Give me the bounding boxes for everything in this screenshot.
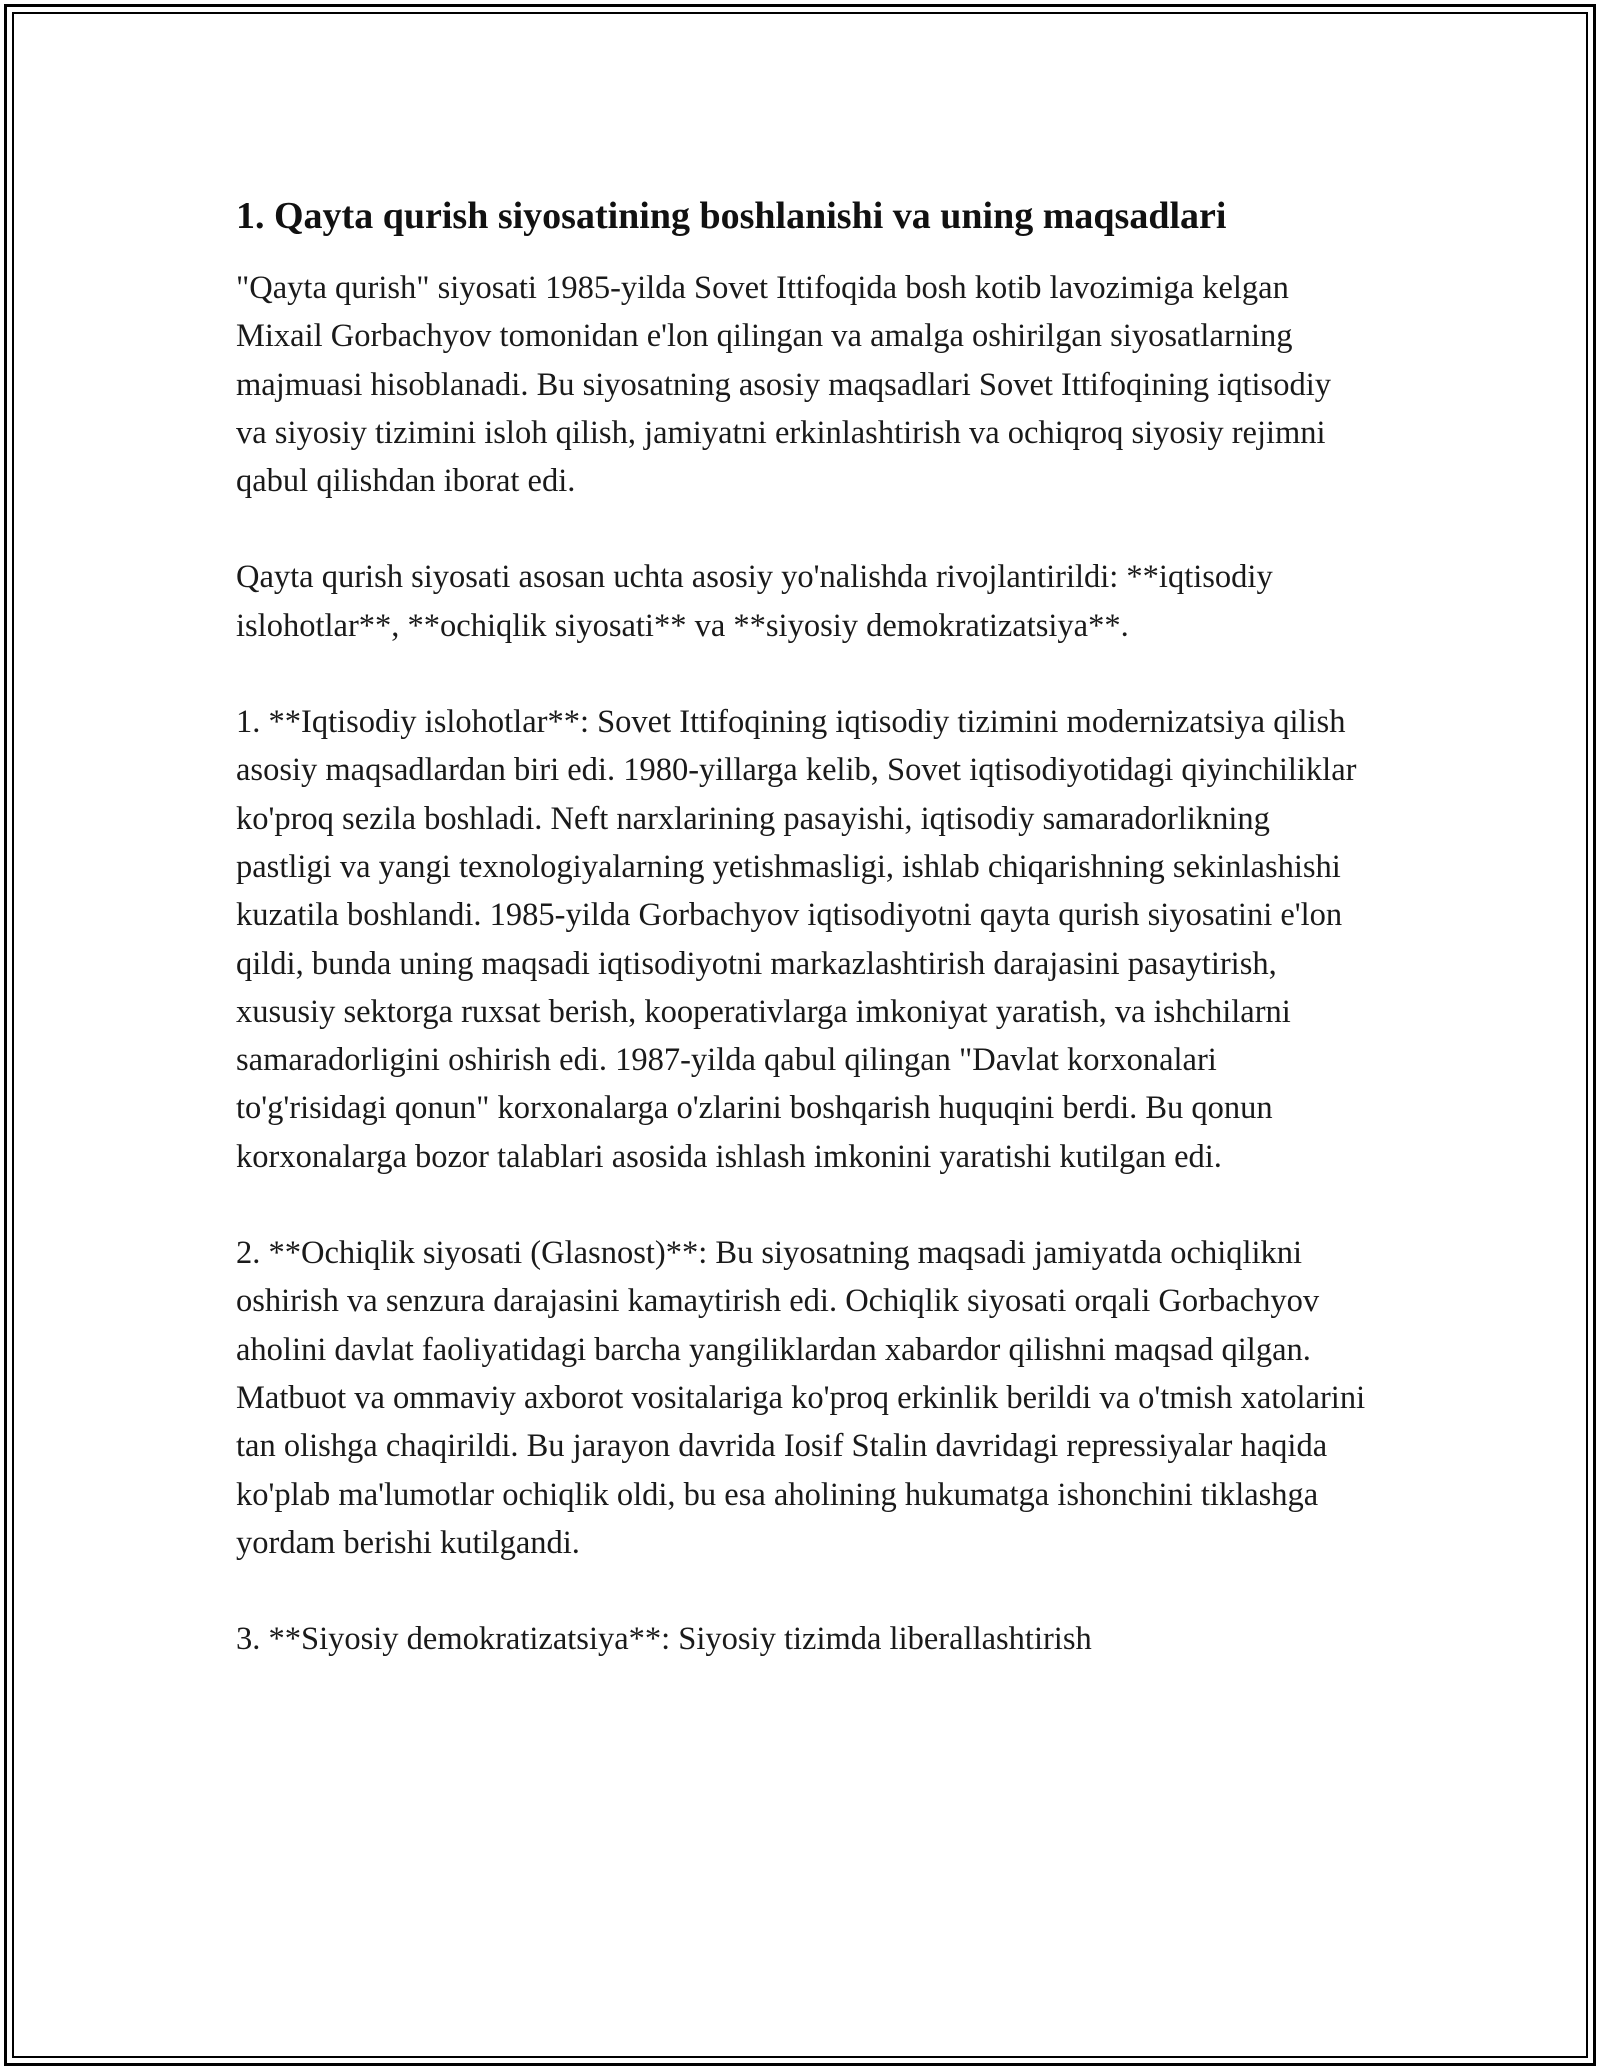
directions-paragraph: Qayta qurish siyosati asosan uchta asosiy yo'nalishda rivojlantirildi: **iqtisodiy islohotlar**, **ochiqlik siyosati** va **siyosiy demokratizatsiya**. — [236, 559, 1273, 644]
glasnost-paragraph: 2. **Ochiqlik siyosati (Glasnost)**: Bu siyosatning maqsadi jamiyatda ochiqlikni oshirish va senzura darajasini kamaytirish edi. Ochiqlik siyosati orqali Gorbachyov aholini davlat faoliyatidagi barcha yangiliklardan xabardor qilishni maqsad qilgan. Matbuot va ommaviy axborot vositalariga ko'proq erkinlik berildi va o'tmish xatolarini tan olishga chaqirildi. Bu jarayon davrida Iosif Stalin davridagi repressiyalar haqida ko'plab ma'lumotlar ochiqlik oldi, bu esa aholining hukumatga ishonchini tiklashga yordam berishi kutilgandi. — [236, 1235, 1366, 1561]
democratization-paragraph: 3. **Siyosiy demokratizatsiya**: Siyosiy tizimda liberallashtirish — [236, 1621, 1092, 1658]
economic-reforms-paragraph: 1. **Iqtisodiy islohotlar**: Sovet Ittifoqining iqtisodiy tizimini modernizatsiya qilish asosiy maqsadlardan biri edi. 1980-yillarga kelib, Sovet iqtisodiyotidagi qiyinchiliklar ko'proq sezila boshladi. Neft narxlarining pasayishi, iqtisodiy samaradorlikning pastligi va yangi texnologiyalarning yetishmasligi, ishlab chiqarishning sekinlashishi kuzatila boshlandi. 1985-yilda Gorbachyov iqtisodiyotni qayta qurish siyosatini e'lon qildi, bunda uning maqsadi iqtisodiyotni markazlashtirish darajasini pasaytirish, xususiy sektorga ruxsat berish, kooperativlarga imkoniyat yaratish, va ishchilarni samaradorligini oshirish edi. 1987-yilda qabul qilingan "Davlat korxonalari to'g'risidagi qonun" korxonalarga o'zlarini boshqarish huquqini berdi. Bu qonun korxonalarga bozor talablari asosida ishlash imkonini yaratishi kutilgan edi. — [236, 704, 1357, 1175]
intro-paragraph: "Qayta qurish" siyosati 1985-yilda Sovet Ittifoqida bosh kotib lavozimiga kelgan Mixail Gorbachyov tomonidan e'lon qilingan va amalga oshirilgan siyosatlarning majmuasi hisoblanadi. Bu siyosatning asosiy maqsadlari Sovet Ittifoqining iqtisodiy va siyosiy tizimini isloh qilish, jamiyatni erkinlashtirish va ochiqroq siyosiy rejimni qabul qilishdan iborat edi. — [236, 270, 1331, 500]
document-page — [236, 188, 1366, 1711]
document-title: 1. Qayta qurish siyosatining boshlanishi va uning maqsadlari — [236, 195, 1227, 237]
